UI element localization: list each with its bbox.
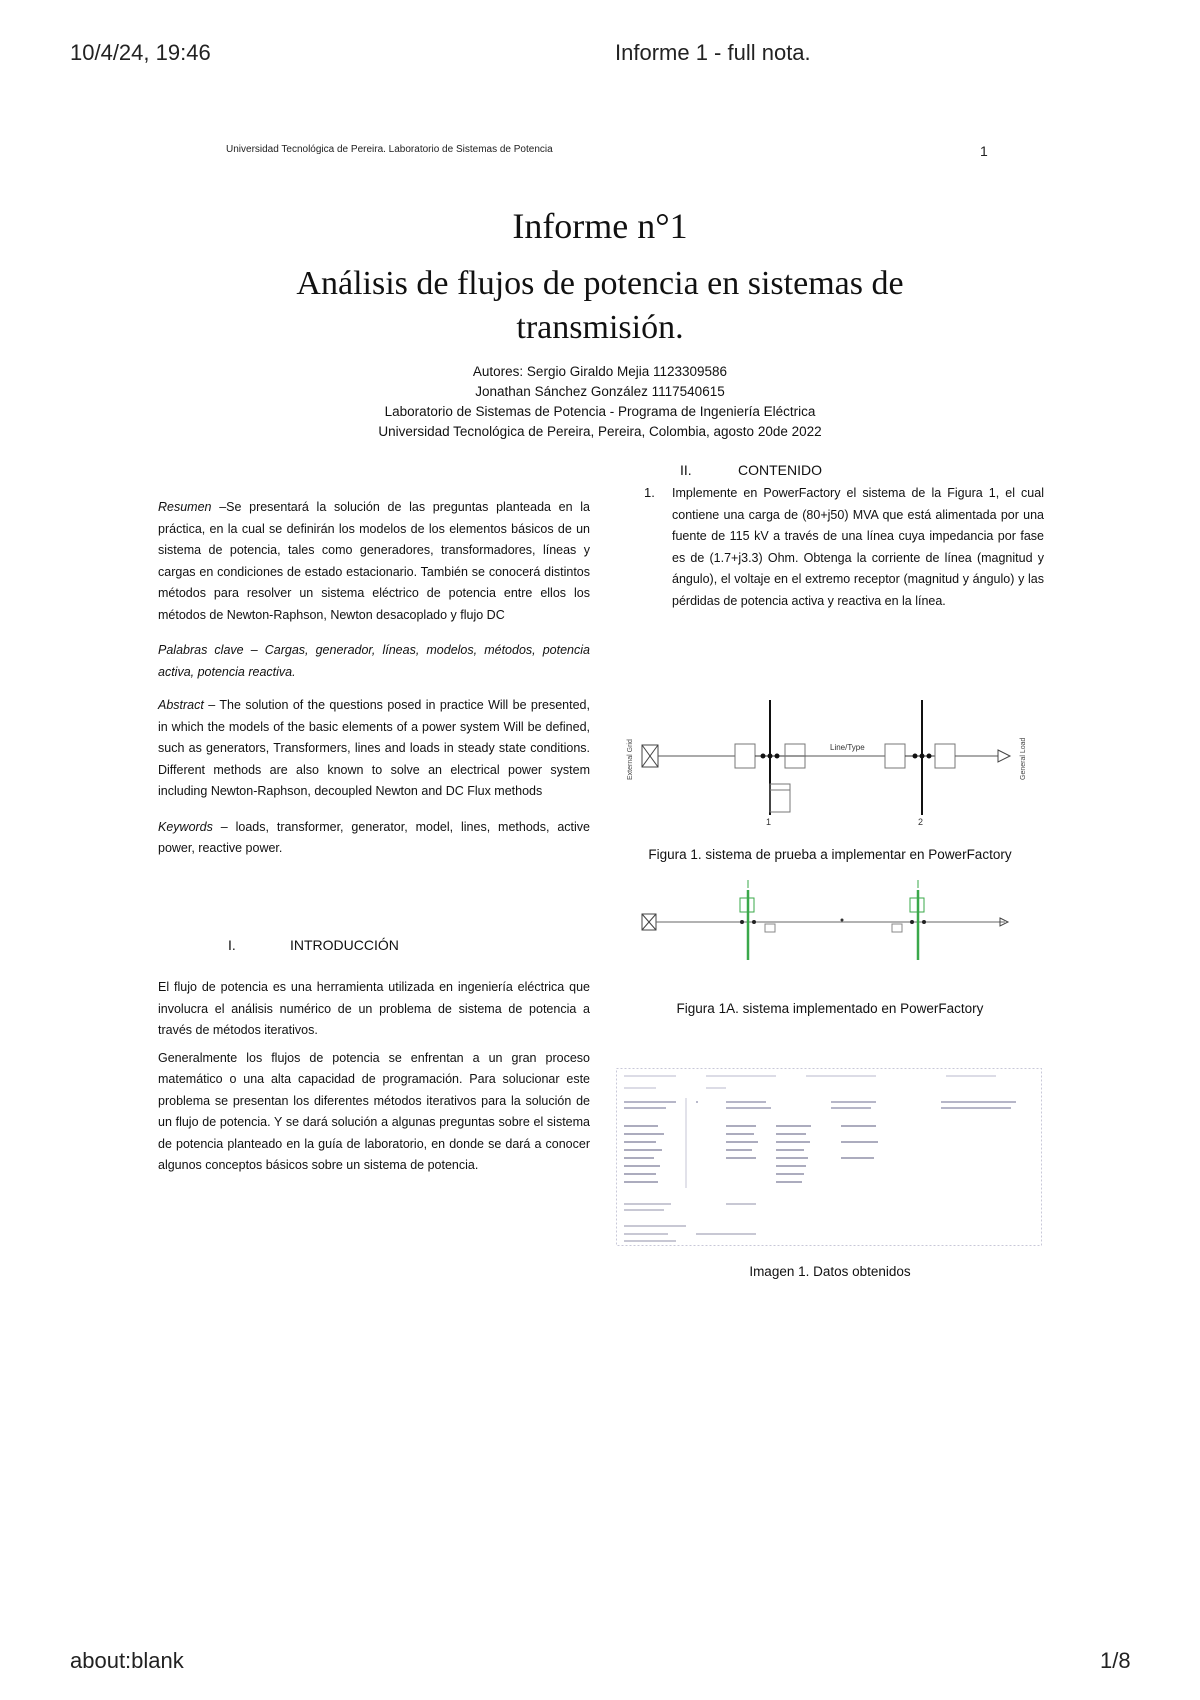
- contenido-heading: CONTENIDO: [738, 462, 822, 478]
- abstract: [158, 695, 590, 803]
- page-number: 1: [980, 143, 988, 159]
- line-type-label: Line/Type: [830, 743, 865, 752]
- intro-paragraph-1: El flujo de potencia es una herramienta utilizada en ingeniería eléctrica que involucra el análisis numérico de un problema de sistema de potencia a través de métodos iterativos.: [158, 980, 590, 1037]
- bus-1-label: 1: [766, 817, 772, 827]
- report-title: Informe n°1: [512, 206, 688, 246]
- left-column: [158, 497, 590, 874]
- palabras-clave: [158, 640, 590, 683]
- affiliation-line-1: Laboratorio de Sistemas de Potencia - Programa de Ingeniería Eléctrica: [384, 404, 816, 419]
- intro-heading: INTRODUCCIÓN: [290, 937, 399, 953]
- affiliation-line-2: Universidad Tecnológica de Pereira, Pereira, Colombia, agosto 20de 2022: [378, 424, 822, 439]
- figure-1-caption: Figura 1. sistema de prueba a implementar en PowerFactory: [648, 847, 1012, 862]
- print-page-count: 1/8: [1100, 1648, 1131, 1673]
- resumen-text: –Se presentará la solución de las preguntas planteada en la práctica, en la cual se definirán los modelos de los elementos básicos de un sistema de potencia, tales como generadores, transformadores, líneas y cargas en condiciones de estado estacionario. También se conocerá distintos métodos para resolver un sistema eléctrico de potencia entre ellos los métodos de Newton-Raphson, Newton desacoplado y flujo DC: [158, 500, 590, 622]
- keywords-text: – loads, transformer, generator, model, lines, methods, active power, reactive power.: [158, 819, 590, 855]
- authors-block: [0, 362, 1200, 442]
- external-grid-symbol: [642, 745, 658, 767]
- keywords: [158, 817, 590, 860]
- breaker-right-2: [935, 744, 955, 768]
- breaker-right-1: [885, 744, 905, 768]
- question-number: 1.: [644, 485, 655, 500]
- print-doc-title: Informe 1 - full nota.: [615, 40, 811, 65]
- print-url[interactable]: about:blank: [70, 1648, 184, 1673]
- intro-number: I.: [228, 937, 236, 953]
- palabras-clave-label: Palabras clave: [158, 643, 244, 657]
- keywords-label: Keywords: [158, 819, 213, 834]
- contenido-number: II.: [680, 462, 692, 478]
- figure-1a-diagram: [620, 880, 1040, 962]
- palabras-clave-text: – Cargas, generador, líneas, modelos, métodos, potencia activa, potencia reactiva.: [158, 643, 590, 679]
- intro-paragraph-2: Generalmente los flujos de potencia se enfrentan a un gran proceso matemático o una alta capacidad de programación. Para solucionar este problema se presentan los diferentes métodos iterativos para la solución de un flujo de potencia. Y se dará solución a algunas preguntas sobre el sistema de potencia planteado en la guía de laboratorio, en donde se dará a conocer algunos conceptos básicos sobre un sistema de potencia.: [158, 1050, 590, 1172]
- question-text: Implemente en PowerFactory el sistema de la Figura 1, el cual contiene una carga de (80+j50) MVA que está alimentada por una fuente de 115 kV a través de una línea cuya impedancia por fase es de (1.7+j3.3) Ohm. Obtenga la corriente de línea (magnitud y ángulo), el voltaje en el extremo receptor (magnitud y ángulo) y las pérdidas de potencia activa y reactiva en la línea.: [672, 486, 1044, 608]
- imagen-1-caption: Imagen 1. Datos obtenidos: [749, 1264, 911, 1279]
- resumen-label: Resumen: [158, 500, 212, 514]
- figure-1a-caption: Figura 1A. sistema implementado en PowerFactory: [676, 1001, 984, 1016]
- figure-1-diagram: [620, 700, 1040, 830]
- author-line-2: Jonathan Sánchez González 1117540615: [475, 384, 725, 399]
- abstract-label: Abstract: [158, 698, 204, 712]
- running-head: Universidad Tecnológica de Pereira. Laboratorio de Sistemas de Potencia: [226, 144, 553, 155]
- load-label: General Load: [1020, 737, 1027, 780]
- resumen: [158, 497, 590, 626]
- print-datetime: 10/4/24, 19:46: [70, 40, 211, 65]
- intro-body: [158, 977, 590, 1191]
- imagen-1-results: [616, 1068, 1042, 1246]
- report-subtitle: Análisis de flujos de potencia en sistemas de transmisión.: [296, 265, 904, 346]
- breaker-left-1: [735, 744, 755, 768]
- author-line-1: Autores: Sergio Giraldo Mejia 1123309586: [472, 364, 728, 379]
- bus-2-label: 2: [918, 817, 924, 827]
- load-arrow: [998, 750, 1010, 762]
- external-grid-label: External Grid: [627, 739, 634, 780]
- abstract-text: – The solution of the questions posed in practice Will be presented, in which the models of the basic elements of a power system Will be defined, such as generators, Transformers, lines and loads in steady state conditions. Different methods are also known to solve an electrical power system including Newton-Raphson, decoupled Newton and DC Flux methods: [158, 698, 590, 798]
